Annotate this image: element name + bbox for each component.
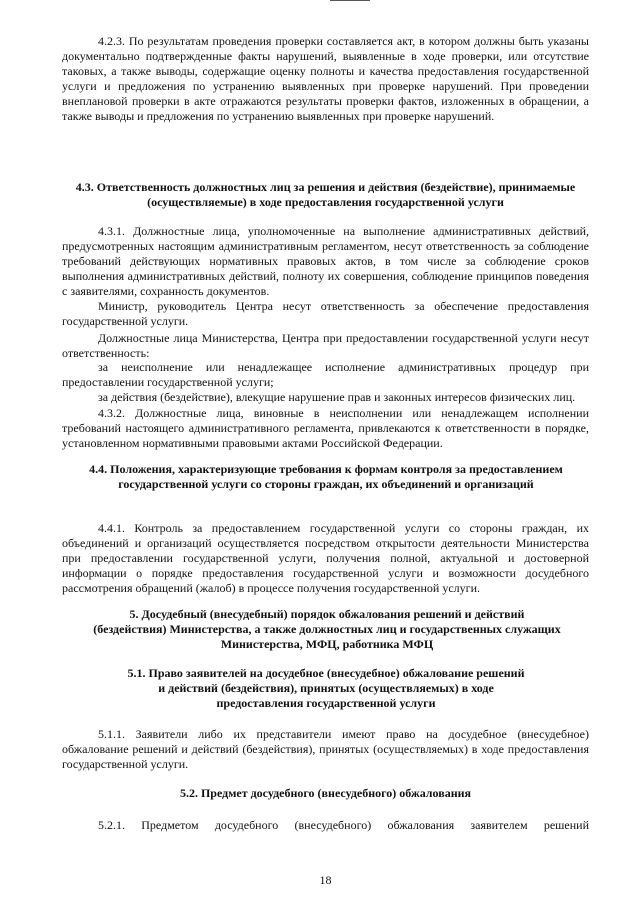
paragraph-5-1-1: 5.1.1. Заявители либо их представители имеют право на досудебное (внесудебное) обжалование решений и действий (бездействия), принятых (осуществляемых) в ходе предоставления государственной услуги. xyxy=(62,727,589,771)
document-page xyxy=(62,0,589,905)
heading-5: 5. Досудебный (внесудебный) порядок обжалования решений и действий (бездействия) Министерства, а также должностных лиц и государственных служащих Министерства, МФЦ, работника МФЦ xyxy=(93,607,561,651)
paragraph-minister: Министр, руководитель Центра несут ответственность за обеспечение предоставления государственной услуги. xyxy=(62,299,589,328)
heading-4-3: 4.3. Ответственность должностных лиц за решения и действия (бездействие), принимаемые (осуществляемые) в ходе предоставления государственной услуги xyxy=(75,180,576,209)
heading-5-1: 5.1. Право заявителей на досудебное (внесудебное) обжалование решений и действий (бездействия), принятых (осуществляемых) в ходе предоставления государственной услуги xyxy=(127,666,525,710)
heading-4-4: 4.4. Положения, характеризующие требования к формам контроля за предоставлением государственной услуги со стороны граждан, их объединений и организаций xyxy=(89,462,563,491)
paragraph-4-4-1: 4.4.1. Контроль за предоставлением государственной услуги со стороны граждан, их объединений и организаций осуществляется посредством открытости деятельности Министерства при предоставлении государственной услуги, получения полной, актуальной и достоверной информации о порядке предоставления государственной услуги и возможности досудебного рассмотрения обращений (жалоб) в процессе получения государственной услуги. xyxy=(62,521,589,595)
paragraph-nonfulfillment: за неисполнение или ненадлежащее исполнение административных процедур при предоставлении государственной услуги; xyxy=(62,360,589,389)
paragraph-4-2-3: 4.2.3. По результатам проведения проверки составляется акт, в котором должны быть указаны документально подтвержденные факты нарушений, выявленные в ходе проверки, или отсутствие таковых, а также выводы, содержащие оценку полноты и качества предоставления государственной услуги и предложения по устранению выявленных при проверке нарушений. При проведении внеплановой проверки в акте отражаются результаты проверки фактов, изложенных в обращении, а также выводы и предложения по устранению выявленных при проверке нарушений. xyxy=(62,34,589,123)
paragraph-officials: Должностные лица Министерства, Центра при предоставлении государственной услуги несут ответственность: xyxy=(62,331,589,360)
paragraph-actions: за действия (бездействие), влекущие нарушение прав и законных интересов физических лиц. xyxy=(98,390,576,404)
page-number: 18 xyxy=(319,873,332,887)
paragraph-4-3-1: 4.3.1. Должностные лица, уполномоченные на выполнение административных действий, предусмотренных настоящим административным регламентом, несут ответственность за соблюдение требований действующих нормативных правовых актов, в том числе за соблюдение сроков выполнения административных действий, полноту их совершения, соблюдение принципов поведения с заявителями, сохранность документов. xyxy=(62,224,589,298)
paragraph-4-3-2: 4.3.2. Должностные лица, виновные в неисполнении или ненадлежащем исполнении требований настоящего административного регламента, привлекаются к ответственности в порядке, установленном нормативными правовыми актами Российской Федерации. xyxy=(62,406,589,450)
paragraph-5-2-1: 5.2.1. Предметом досудебного (внесудебного) обжалования заявителем решений xyxy=(98,818,589,832)
heading-5-2: 5.2. Предмет досудебного (внесудебного) обжалования xyxy=(179,786,472,800)
scan-mark xyxy=(330,0,370,5)
